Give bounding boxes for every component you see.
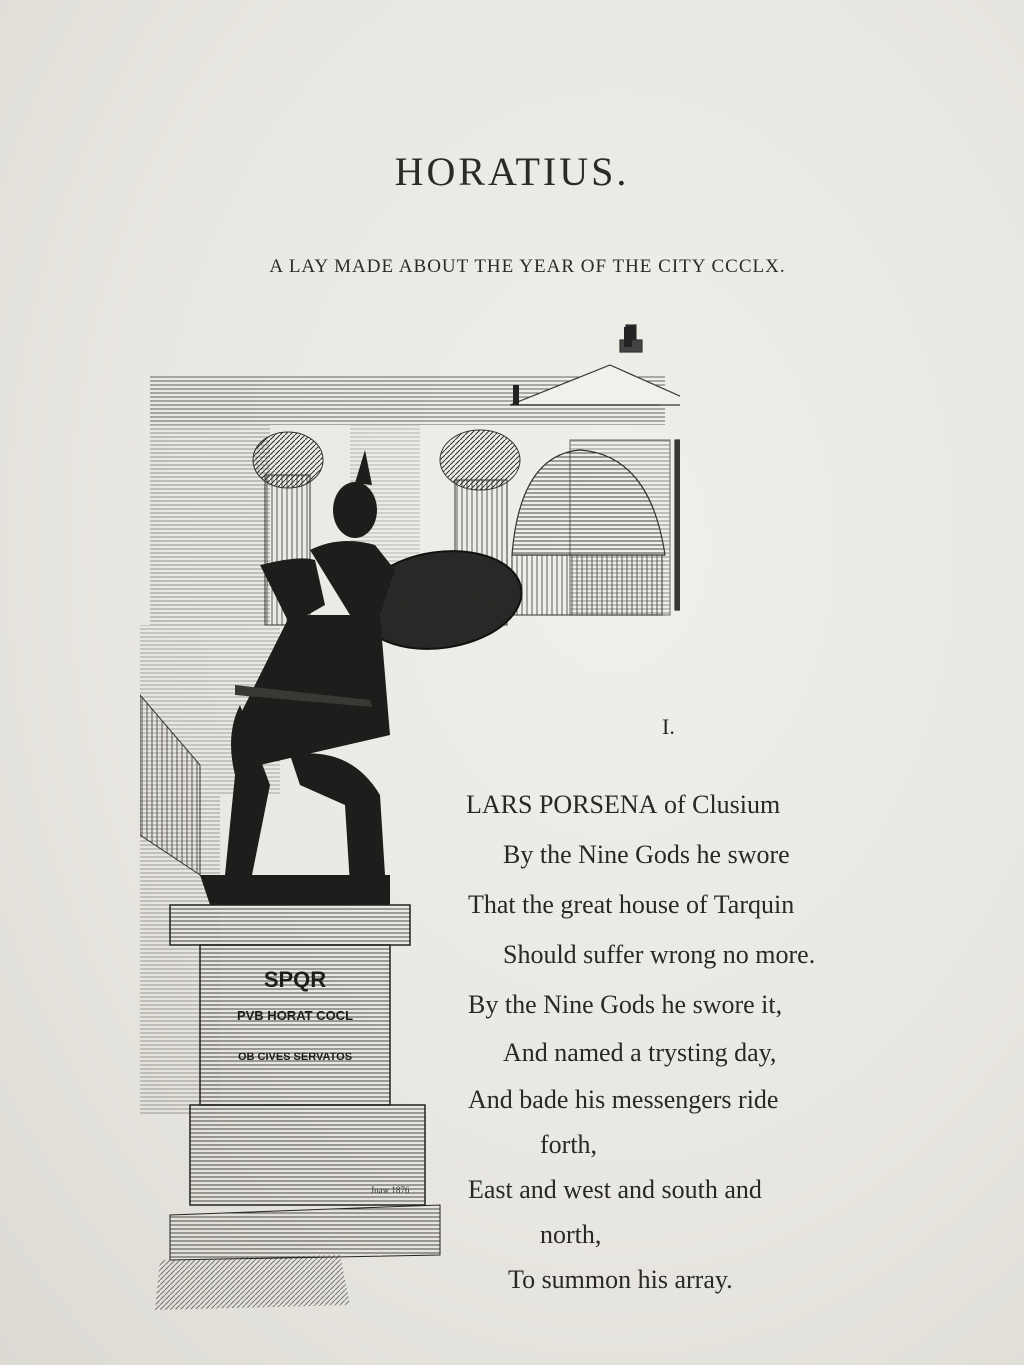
poem-opening-words: LARS PORSENA xyxy=(466,790,658,819)
statue-illustration xyxy=(140,315,680,1325)
poem-line-2: By the Nine Gods he swore xyxy=(503,840,790,869)
inscription-line-3: OB CIVES SERVATOS xyxy=(237,1051,353,1063)
poem-line-8: East and west and south and xyxy=(468,1175,762,1204)
poem-line-8-cont: north, xyxy=(540,1220,602,1249)
poem-line-1 xyxy=(466,790,780,820)
poem-line-4: Should suffer wrong no more. xyxy=(503,940,816,969)
poem-line-6: And named a trysting day, xyxy=(503,1038,777,1067)
artist-signature: Jnaw 1876 xyxy=(370,1185,410,1195)
poem-line-5: By the Nine Gods he swore it, xyxy=(468,990,783,1019)
inscription-spqr: SPQR xyxy=(263,967,327,992)
poem-line-7-cont: forth, xyxy=(540,1130,598,1159)
poem-line-9: To summon his array. xyxy=(508,1265,733,1294)
poem-line-3: That the great house of Tarquin xyxy=(468,890,795,919)
poem-line-7: And bade his messengers ride xyxy=(468,1085,779,1114)
stanza-number: I. xyxy=(662,714,675,739)
poem-subtitle: A LAY MADE ABOUT THE YEAR OF THE CITY CCCLX. xyxy=(269,256,786,277)
poem-title: HORATIUS. xyxy=(394,149,630,194)
poem-line-1-rest: of Clusium xyxy=(657,790,781,819)
inscription-line-2: PVB HORAT COCL xyxy=(236,1008,354,1023)
